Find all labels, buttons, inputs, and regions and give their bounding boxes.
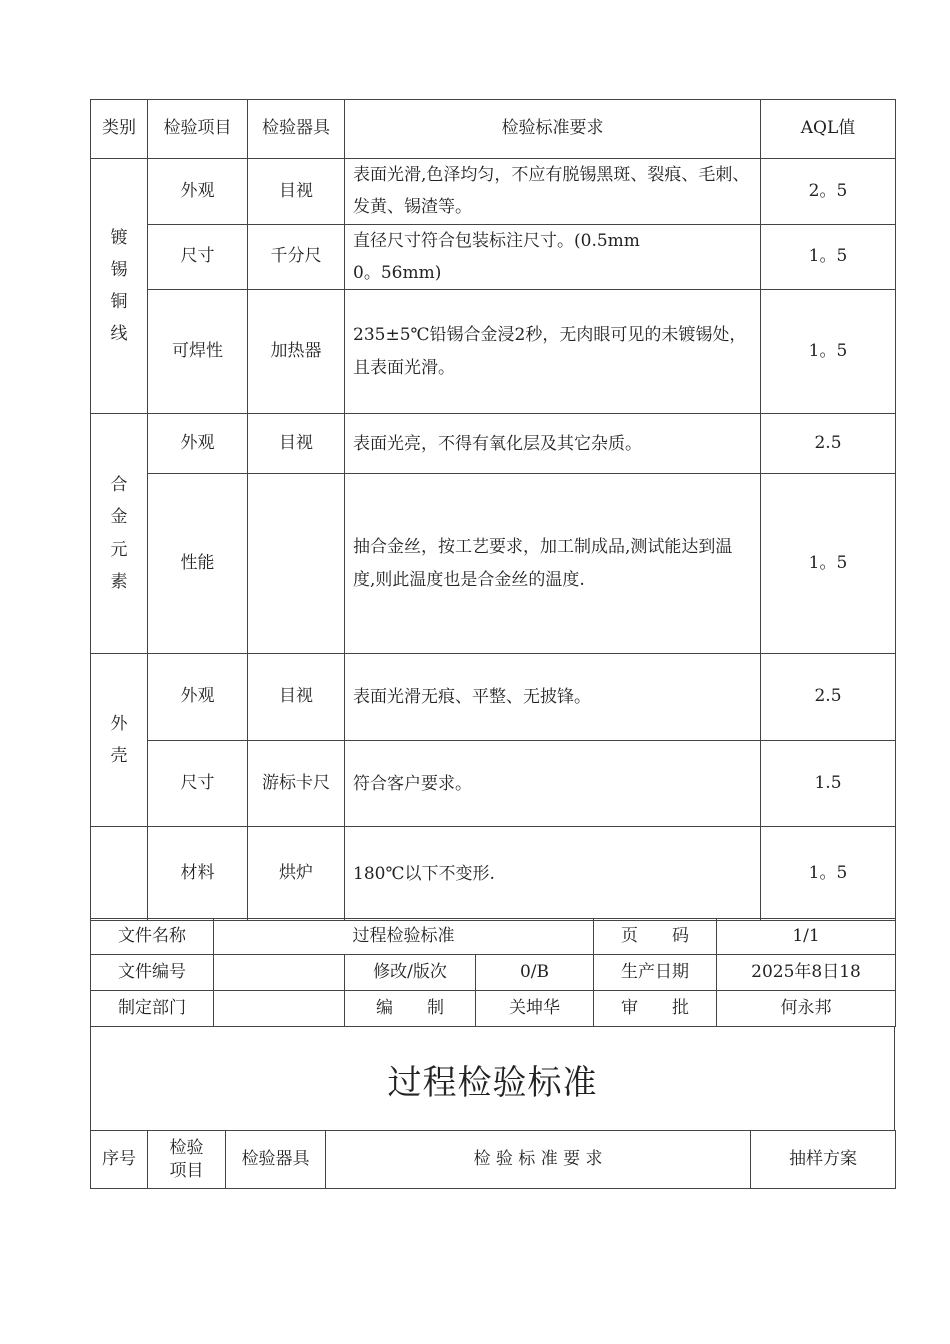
item-cell: 外观 <box>148 159 248 225</box>
requirement-cell: 符合客户要求。 <box>345 741 761 827</box>
category-cell: 外 壳 <box>91 654 148 827</box>
production-date-value: 2025年8日18 <box>717 955 896 991</box>
item-cell: 外观 <box>148 414 248 474</box>
department-value <box>214 991 345 1027</box>
production-date-label: 生产日期 <box>594 955 717 991</box>
footer-header-table <box>90 1130 896 1189</box>
aql-cell: 1。5 <box>761 827 896 921</box>
info-row <box>91 991 896 1027</box>
footer-header-requirement: 检 验 标 准 要 求 <box>326 1131 751 1189</box>
tool-cell: 千分尺 <box>248 224 345 290</box>
table-row <box>91 414 896 474</box>
footer-header-tool: 检验器具 <box>226 1131 326 1189</box>
requirement-cell: 抽合金丝，按工艺要求，加工制成品,测试能达到温度,则此温度也是合金丝的温度. <box>345 474 761 654</box>
tool-cell: 目视 <box>248 414 345 474</box>
table-row <box>91 827 896 921</box>
category-cell <box>91 827 148 921</box>
item-cell: 尺寸 <box>148 224 248 290</box>
inspection-table <box>90 99 896 921</box>
tool-cell: 加热器 <box>248 290 345 414</box>
item-cell: 可焊性 <box>148 290 248 414</box>
requirement-cell: 180℃以下不变形. <box>345 827 761 921</box>
file-no-value <box>214 955 345 991</box>
header-requirement: 检验标准要求 <box>345 100 761 159</box>
approved-by-value: 何永邦 <box>717 991 896 1027</box>
compiled-by-label: 编 制 <box>345 991 476 1027</box>
aql-cell: 2.5 <box>761 654 896 741</box>
requirement-cell: 直径尺寸符合包装标注尺寸。(0.5mm 0。56mm) <box>345 224 761 290</box>
tool-cell: 目视 <box>248 654 345 741</box>
item-cell: 外观 <box>148 654 248 741</box>
document-title-box <box>90 1026 895 1131</box>
item-cell: 性能 <box>148 474 248 654</box>
compiled-by-value: 关坤华 <box>476 991 594 1027</box>
footer-header-sampling: 抽样方案 <box>751 1131 896 1189</box>
table-row <box>91 159 896 225</box>
approved-by-label: 审 批 <box>594 991 717 1027</box>
requirement-cell: 235±5℃铅锡合金浸2秒，无肉眼可见的未镀锡处，且表面光滑。 <box>345 290 761 414</box>
requirement-cell: 表面光滑,色泽均匀，不应有脱锡黑斑、裂痕、毛刺、发黄、锡渣等。 <box>345 159 761 225</box>
file-name-label: 文件名称 <box>91 919 214 955</box>
aql-cell: 2.5 <box>761 414 896 474</box>
department-label: 制定部门 <box>91 991 214 1027</box>
footer-header-seq: 序号 <box>91 1131 148 1189</box>
page-value: 1/1 <box>717 919 896 955</box>
aql-cell: 1。5 <box>761 224 896 290</box>
footer-header-item: 检验 项目 <box>148 1131 226 1189</box>
table-row <box>91 474 896 654</box>
footer-header-row <box>91 1131 896 1189</box>
header-aql: AQL值 <box>761 100 896 159</box>
file-name-value: 过程检验标准 <box>214 919 594 955</box>
table-row <box>91 224 896 290</box>
revision-label: 修改/版次 <box>345 955 476 991</box>
info-row <box>91 955 896 991</box>
table-row <box>91 290 896 414</box>
tool-cell: 目视 <box>248 159 345 225</box>
header-tool: 检验器具 <box>248 100 345 159</box>
requirement-cell: 表面光亮，不得有氧化层及其它杂质。 <box>345 414 761 474</box>
aql-cell: 2。5 <box>761 159 896 225</box>
tool-cell: 烘炉 <box>248 827 345 921</box>
table-row <box>91 741 896 827</box>
info-row <box>91 919 896 955</box>
revision-value: 0/B <box>476 955 594 991</box>
document-info-table <box>90 918 896 1027</box>
header-item: 检验项目 <box>148 100 248 159</box>
category-cell: 镀 锡 铜 线 <box>91 159 148 414</box>
aql-cell: 1。5 <box>761 290 896 414</box>
table-row <box>91 654 896 741</box>
table-header-row <box>91 100 896 159</box>
item-cell: 尺寸 <box>148 741 248 827</box>
page-label: 页 码 <box>594 919 717 955</box>
file-no-label: 文件编号 <box>91 955 214 991</box>
tool-cell: 游标卡尺 <box>248 741 345 827</box>
requirement-cell: 表面光滑无痕、平整、无披锋。 <box>345 654 761 741</box>
category-cell: 合 金 元 素 <box>91 414 148 654</box>
aql-cell: 1.5 <box>761 741 896 827</box>
tool-cell <box>248 474 345 654</box>
document-title: 过程检验标准 <box>387 1062 598 1103</box>
item-cell: 材料 <box>148 827 248 921</box>
header-category: 类别 <box>91 100 148 159</box>
aql-cell: 1。5 <box>761 474 896 654</box>
